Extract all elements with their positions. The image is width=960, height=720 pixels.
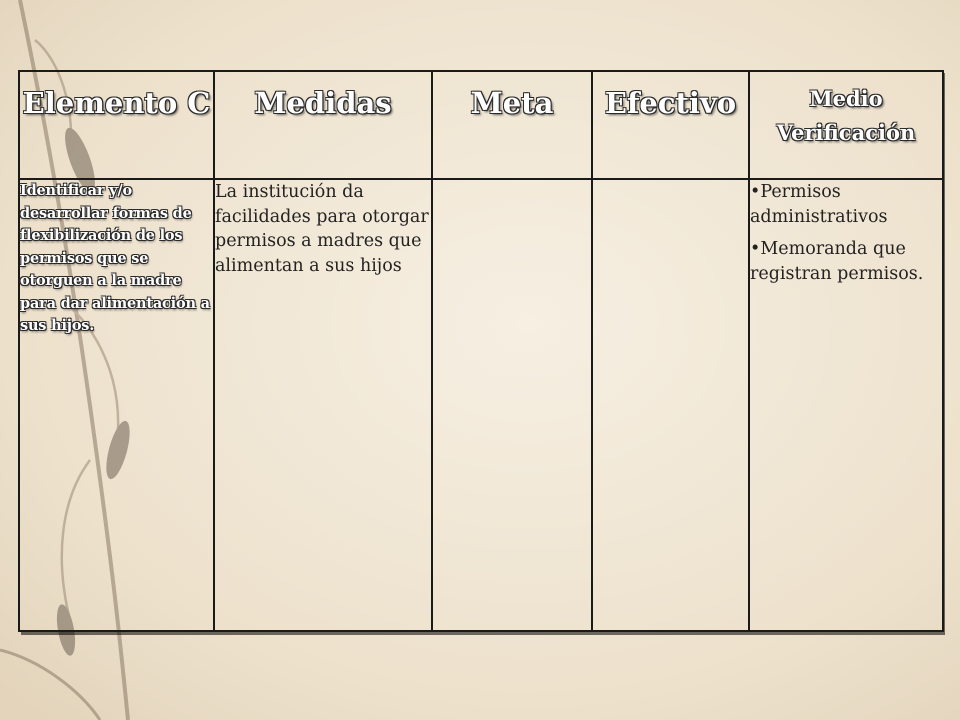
header-efectivo-label: Efectivo bbox=[604, 86, 737, 120]
verification-table-container bbox=[18, 70, 942, 632]
header-medio-verificacion-label bbox=[750, 72, 942, 150]
header-medio-line2: Verificación bbox=[776, 120, 916, 145]
header-medio-line1: Medio bbox=[809, 86, 883, 111]
header-medidas-label: Medidas bbox=[254, 86, 392, 120]
header-row bbox=[19, 71, 943, 179]
cell-medidas: La institución da facilidades para otorgar permisos a madres que alimentan a sus hijos bbox=[214, 179, 432, 631]
header-meta bbox=[432, 71, 592, 179]
header-meta-label: Meta bbox=[470, 86, 554, 120]
list-item bbox=[750, 180, 942, 229]
cell-meta bbox=[432, 179, 592, 631]
medio-item-text: Memoranda que registran permisos. bbox=[750, 239, 924, 284]
header-elemento-label: Elemento C bbox=[22, 86, 211, 120]
header-efectivo bbox=[592, 71, 749, 179]
table-row bbox=[19, 179, 943, 631]
cell-elemento: Identificar y/o desarrollar formas de flexibilización de los permisos que se otorguen a la madre para dar alimentación a sus hijos. bbox=[19, 179, 214, 631]
header-medio-verificacion bbox=[749, 71, 943, 179]
list-item bbox=[750, 237, 942, 286]
cell-efectivo bbox=[592, 179, 749, 631]
medio-item-text: Permisos administrativos bbox=[750, 182, 888, 227]
bullet-icon: • bbox=[750, 239, 761, 259]
bullet-icon: • bbox=[750, 182, 761, 202]
header-elemento bbox=[19, 71, 214, 179]
cell-medio-verificacion bbox=[749, 179, 943, 631]
verification-table bbox=[18, 70, 944, 632]
header-medidas bbox=[214, 71, 432, 179]
